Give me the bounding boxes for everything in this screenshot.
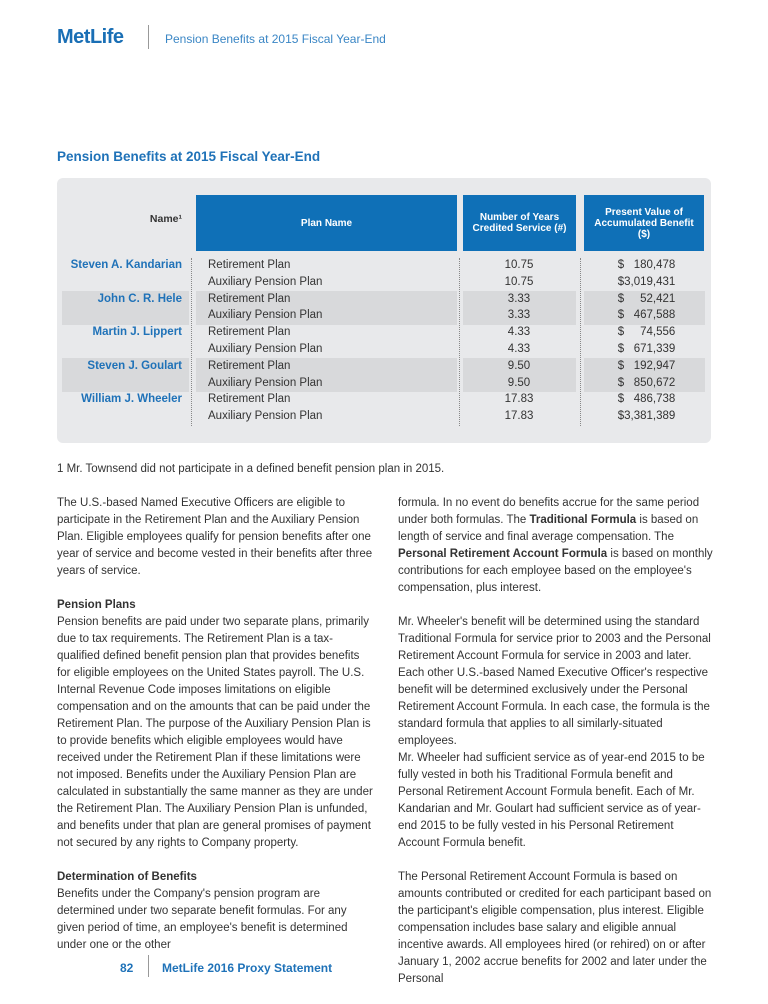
years-credited: 9.50 [507, 359, 531, 372]
plan-name: Auxiliary Pension Plan [208, 275, 323, 288]
paragraph: Benefits under the Company's pension program are determined under two separate benefit formulas. For any given period of time, an employee's benefit is determined under one or the other [57, 888, 348, 951]
subheading: Determination of Benefits [57, 871, 197, 883]
subheading: Pension Plans [57, 599, 136, 611]
header-years: Number of Years Credited Service (#) [463, 195, 576, 251]
section-title: Pension Benefits at 2015 Fiscal Year-End [57, 149, 321, 164]
present-value: $ 467,588 [617, 309, 676, 322]
header-plan-name: Plan Name [196, 195, 457, 251]
table-row [0, 358, 768, 375]
page-number: 82 [120, 961, 134, 975]
bold-term: Traditional Formula [529, 514, 637, 526]
table-row [0, 341, 768, 358]
years-credited: 17.83 [504, 393, 534, 406]
body-right-column [398, 495, 716, 1004]
years-credited: 10.75 [504, 275, 534, 288]
table-row [0, 274, 768, 291]
header-section-title: Pension Benefits at 2015 Fiscal Year-End [165, 32, 386, 46]
paragraph [398, 495, 716, 597]
plan-name: Auxiliary Pension Plan [208, 343, 323, 355]
footer-title: MetLife 2016 Proxy Statement [162, 961, 333, 975]
text: is based on monthly contributions for each employee based on the employee's compensation, plus interest. [398, 548, 713, 594]
text: Mr. Wheeler's benefit will be determined using the standard Traditional Formula for service prior to 2003 and the Personal Retirement Account Formula for service in 2003 and later. Each other U.S.-based Named Executive Officer's respective benefit will be determined exclusively under the Personal Retirement Account Formula. In each case, the formula is the standard formula that applies to all similarly-situated employees. [398, 616, 711, 747]
present-value: $ 671,339 [617, 343, 676, 355]
executive-name: Steven J. Goulart [87, 359, 182, 372]
years-credited: 3.33 [507, 309, 531, 322]
years-credited: 4.33 [507, 326, 531, 339]
years-credited: 3.33 [507, 292, 531, 305]
paragraph: The Personal Retirement Account Formula is based on amounts contributed or credited for each participant based on the participant's eligible compensation, plus interest. Eligible compensation includes base salary and eligible annual incentive awards. All employees hired (or rehired) on or after January 1, 2002 accrue benefits for 2002 and later under the Personal [398, 871, 712, 985]
present-value: $3,019,431 [617, 275, 676, 288]
paragraph: Pension benefits are paid under two separate plans, primarily due to tax requirements. The Retirement Plan is a tax-qualified defined benefit pension plan that provides benefits for eligible employees on the United States payroll. The U.S. Internal Revenue Code imposes limitations on eligible compensation and on the amounts that can be paid under the Retirement Plan. The purpose of the Auxiliary Pension Plan is to provide benefits which eligible employees would have received under the Retirement Plan if these limitations were not imposed. Benefits under the Auxiliary Pension Plan are calculated in substantially the same manner as they are under the Retirement Plan. The Auxiliary Pension Plan is unfunded, and benefits under that plan are general promises of payment not secured by any rights to Company property. [57, 616, 373, 849]
table-row [0, 408, 768, 425]
header-value: Present Value of Accumulated Benefit ($) [584, 195, 704, 251]
present-value: $ 74,556 [617, 326, 676, 339]
table-row [0, 257, 768, 274]
table-row [0, 291, 768, 308]
text: formula. In no event do benefits accrue for the same period under both formulas. The [398, 497, 700, 526]
header-divider [148, 25, 149, 49]
present-value: $ 192,947 [617, 359, 676, 372]
paragraph: The U.S.-based Named Executive Officers are eligible to participate in the Retirement Plan and the Auxiliary Pension Plan. Eligible employees qualify for pension benefits after one year of service and become vested in their benefits after three years of service. [57, 497, 373, 577]
table-row [0, 375, 768, 392]
executive-name: William J. Wheeler [81, 393, 182, 406]
present-value: $ 180,478 [617, 259, 676, 271]
present-value: $3,381,389 [617, 410, 676, 423]
present-value: $ 486,738 [617, 393, 676, 406]
body-left-column [57, 495, 375, 971]
present-value: $ 850,672 [617, 376, 676, 389]
table-row [0, 391, 768, 408]
metlife-logo: MetLife [57, 26, 124, 48]
plan-name: Retirement Plan [208, 326, 291, 339]
table-row [0, 324, 768, 341]
plan-name: Retirement Plan [208, 359, 291, 372]
plan-name: Auxiliary Pension Plan [208, 309, 323, 322]
plan-name: Retirement Plan [208, 292, 291, 305]
footnote: 1 Mr. Townsend did not participate in a defined benefit pension plan in 2015. [57, 463, 445, 475]
plan-name: Retirement Plan [208, 393, 291, 406]
executive-name: Martin J. Lippert [92, 326, 182, 339]
years-credited: 4.33 [507, 343, 531, 355]
executive-name: Steven A. Kandarian [70, 259, 182, 271]
footer-divider [148, 955, 149, 977]
table-row [0, 307, 768, 324]
bold-term: Personal Retirement Account Formula [398, 548, 608, 560]
years-credited: 9.50 [507, 376, 531, 389]
text: is based on length of service and final average compensation. The [398, 514, 699, 543]
plan-name: Retirement Plan [208, 259, 291, 271]
paragraph [398, 614, 716, 750]
header-name: Name¹ [149, 213, 182, 225]
years-credited: 17.83 [504, 410, 534, 423]
years-credited: 10.75 [504, 259, 534, 271]
plan-name: Auxiliary Pension Plan [208, 376, 323, 389]
paragraph: Mr. Wheeler had sufficient service as of year-end 2015 to be fully vested in both his Traditional Formula benefit and Personal Retirement Account Formula benefit. Each of Mr. Kandarian and Mr. Goulart had sufficient service as of year-end 2015 to be fully vested in his Personal Retirement Account Formula benefit. [398, 752, 705, 849]
plan-name: Auxiliary Pension Plan [208, 410, 323, 423]
executive-name: John C. R. Hele [97, 292, 182, 305]
present-value: $ 52,421 [617, 292, 676, 305]
